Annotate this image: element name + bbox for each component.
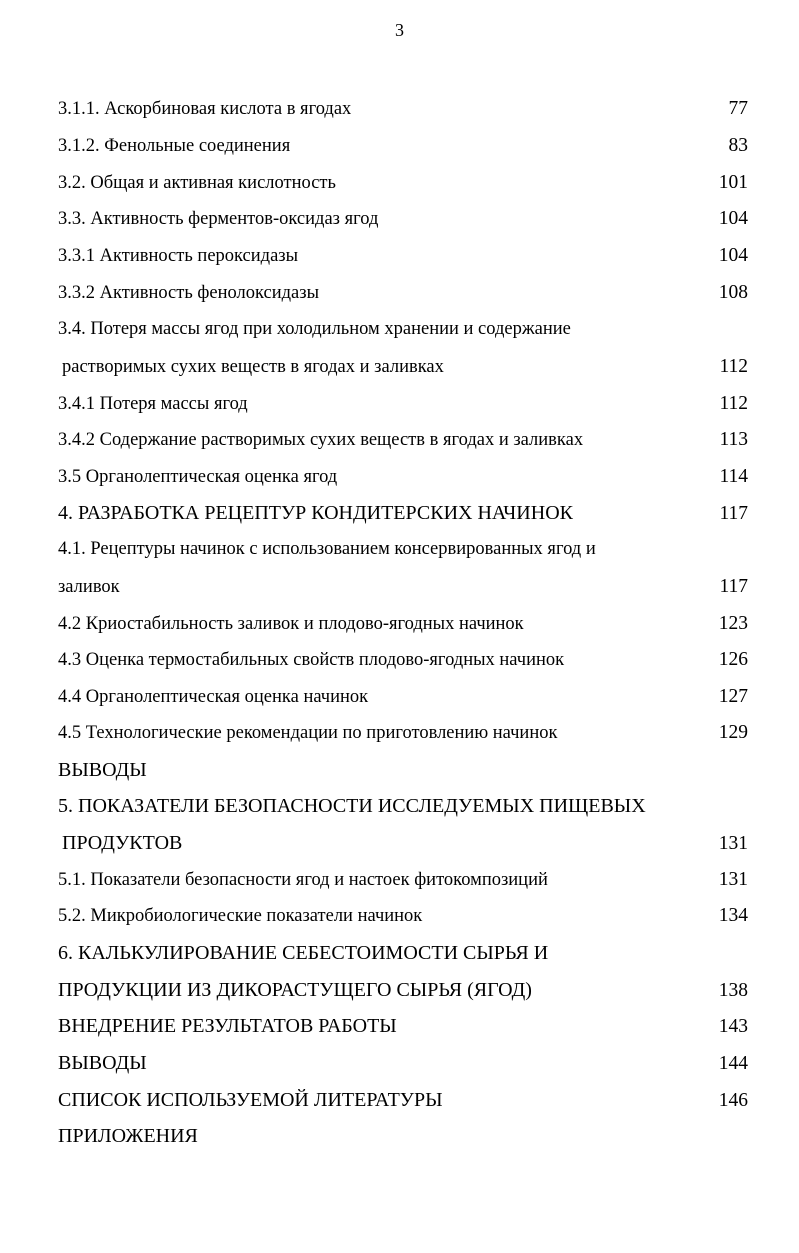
toc-entry	[58, 1125, 748, 1155]
toc-entry-page: 117	[719, 576, 748, 597]
toc-entry	[58, 759, 748, 789]
toc-entry-label: 5.2. Микробиологические показатели начинок	[58, 906, 423, 926]
toc-entry-label: 3.3.2 Активность фенолоксидазы	[58, 283, 320, 303]
toc-entry	[58, 686, 748, 716]
toc-entry-label: ВЫВОДЫ	[58, 1052, 147, 1074]
toc-entry	[58, 832, 748, 862]
toc-entry-label: 5.1. Показатели безопасности ягод и настоек фитокомпозиций	[58, 870, 548, 890]
page-number: 3	[395, 20, 404, 40]
toc-entry	[58, 539, 748, 569]
toc-entry	[58, 649, 748, 679]
toc-entry-label: 3.1.1. Аскорбиновая кислота в ягодах	[58, 99, 352, 119]
toc-entry-page: 143	[718, 1016, 748, 1037]
toc-entry-page: 108	[718, 282, 748, 303]
toc-entry	[58, 795, 748, 825]
toc-entry-label: 6. КАЛЬКУЛИРОВАНИЕ СЕБЕСТОИМОСТИ СЫРЬЯ И	[58, 942, 549, 964]
toc-entry	[58, 1015, 748, 1045]
toc-entry	[58, 979, 748, 1009]
toc-entry-page: 127	[718, 686, 748, 707]
toc-entry	[58, 208, 748, 238]
toc-entry-label: СПИСОК ИСПОЛЬЗУЕМОЙ ЛИТЕРАТУРЫ	[58, 1089, 443, 1111]
toc-entry	[58, 869, 748, 899]
toc-entry-page: 114	[719, 466, 748, 487]
toc-entry-page: 113	[719, 429, 748, 450]
toc-entry-label: 4.4 Органолептическая оценка начинок	[58, 687, 369, 707]
toc-entry-page: 146	[718, 1090, 748, 1111]
toc-entry-label: 3.4.1 Потеря массы ягод	[58, 394, 248, 414]
toc-entry-page: 131	[718, 833, 748, 854]
toc-entry-label: 3.3.1 Активность пероксидазы	[58, 246, 299, 266]
toc-entry-page: 134	[718, 905, 748, 926]
toc-entry-page: 126	[718, 649, 748, 670]
toc-entry-page: 144	[718, 1053, 748, 1074]
toc-entry	[58, 356, 748, 386]
toc-entry-label: 4. РАЗРАБОТКА РЕЦЕПТУР КОНДИТЕРСКИХ НАЧИНОК	[58, 502, 573, 524]
toc-entry-label: 4.5 Технологические рекомендации по приготовлению начинок	[58, 723, 558, 743]
toc-entry	[58, 722, 748, 752]
toc-entry-label: 3.1.2. Фенольные соединения	[58, 136, 291, 156]
toc-entry-label: растворимых сухих веществ в ягодах и заливках	[62, 357, 444, 377]
toc-entry-page: 138	[718, 980, 748, 1001]
toc-entry-label: ВНЕДРЕНИЕ РЕЗУЛЬТАТОВ РАБОТЫ	[58, 1015, 397, 1037]
toc-entry-page: 77	[728, 98, 748, 119]
toc-entry	[58, 613, 748, 643]
toc-entry-label: 3.2. Общая и активная кислотность	[58, 173, 336, 193]
toc-entry-label: заливок	[58, 577, 120, 597]
toc-entry-page: 104	[718, 245, 748, 266]
toc-entry-page: 123	[718, 613, 748, 634]
toc-entry-label: 4.3 Оценка термостабильных свойств плодово-ягодных начинок	[58, 650, 565, 670]
toc-entry	[58, 172, 748, 202]
toc-entry	[58, 1089, 748, 1119]
toc-entry-label: ПРОДУКТОВ	[62, 832, 183, 854]
toc-entry	[58, 429, 748, 459]
toc-entry	[58, 1052, 748, 1082]
toc-entry-page: 83	[728, 135, 748, 156]
toc-entry-page: 129	[718, 722, 748, 743]
toc-entry-page: 117	[719, 503, 748, 524]
toc-entry-page: 101	[718, 172, 748, 193]
toc-entry-page: 112	[719, 356, 748, 377]
toc-entry-label: 4.2 Криостабильность заливок и плодово-ягодных начинок	[58, 614, 524, 634]
toc-entry-label: 4.1. Рецептуры начинок с использованием консервированных ягод и	[58, 539, 596, 559]
toc-entry-label: 5. ПОКАЗАТЕЛИ БЕЗОПАСНОСТИ ИССЛЕДУЕМЫХ ПИЩЕВЫХ	[58, 795, 646, 817]
toc-entry-label: 3.3. Активность ферментов-оксидаз ягод	[58, 209, 379, 229]
toc-entry-label: 3.4. Потеря массы ягод при холодильном хранении и содержание	[58, 319, 571, 339]
toc-entry-label: ВЫВОДЫ	[58, 759, 147, 781]
toc-entry	[58, 393, 748, 423]
toc-entry	[58, 319, 748, 349]
toc-entry	[58, 502, 748, 532]
toc-entry	[58, 905, 748, 935]
toc-entry-label: 3.5 Органолептическая оценка ягод	[58, 467, 338, 487]
toc-entry-page: 104	[718, 208, 748, 229]
toc-entry-page: 112	[719, 393, 748, 414]
toc-entry	[58, 245, 748, 275]
toc-entry-label: 3.4.2 Содержание растворимых сухих веществ в ягодах и заливках	[58, 430, 584, 450]
toc-entry-page: 131	[718, 869, 748, 890]
toc-entry	[58, 466, 748, 496]
toc-entry	[58, 98, 748, 128]
toc-entry	[58, 282, 748, 312]
toc-entry	[58, 942, 748, 972]
toc-entry	[58, 576, 748, 606]
toc-entry	[58, 135, 748, 165]
toc-entry-label: ПРОДУКЦИИ ИЗ ДИКОРАСТУЩЕГО СЫРЬЯ (ЯГОД)	[58, 979, 532, 1001]
toc-entry-label: ПРИЛОЖЕНИЯ	[58, 1125, 198, 1147]
